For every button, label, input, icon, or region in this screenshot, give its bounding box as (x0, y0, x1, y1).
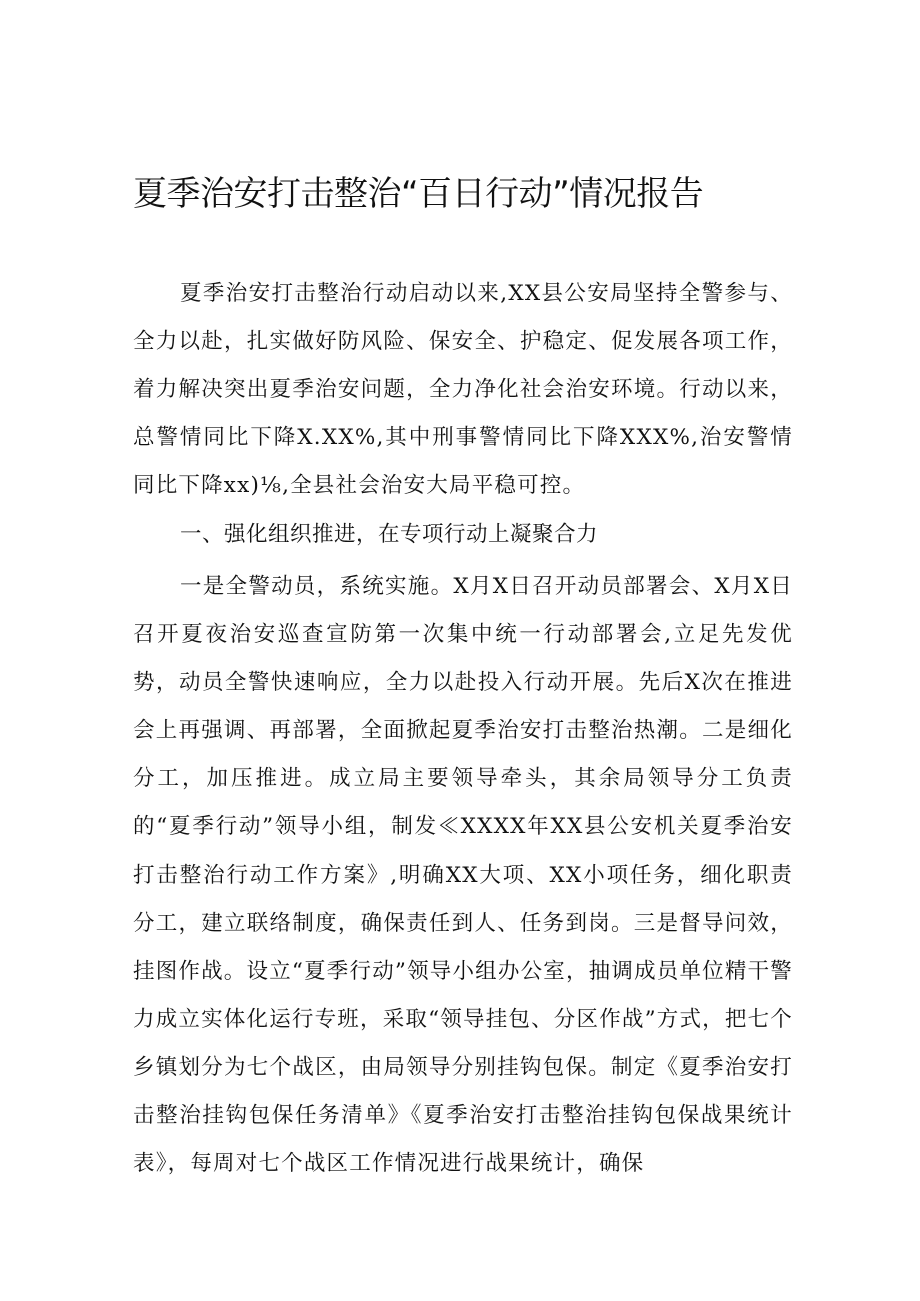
document-title: 夏季治安打击整治“百日行动”情况报告 (133, 174, 704, 214)
section-heading: 一、强化组织推进，在专项行动上凝聚合力 (180, 522, 599, 547)
intro-paragraph: 夏季治安打击整治行动启动以来,XX县公安局坚持全警参与、全力以赴，扎实做好防风险、保安全、护稳定、促发展各项工作，着力解决突出夏季治安问题，全力净化社会治安环境。行动以来，总警情同比下降X.XX%,其中刑事警情同比下降XXX%,治安警情同比下降xx)⅛,全县社会治安大局平稳可控。 (133, 281, 793, 499)
section-paragraph: 一是全警动员，系统实施。X月X日召开动员部署会、X月X日召开夏夜治安巡查宣防第一次集中统一行动部署会,立足先发优势，动员全警快速响应，全力以赴投入行动开展。先后X次在推进会上再强调、再部署，全面掀起夏季治安打击整治热潮。二是细化分工，加压推进。成立局主要领导牵头，其余局领导分工负责的“夏季行动”领导小组，制发≪XXXX年XX县公安机关夏季治安打击整治行动工作方案》,明确XX大项、XX小项任务，细化职责分工，建立联络制度，确保责任到人、任务到岗。三是督导问效，挂图作战。设立“夏季行动”领导小组办公室，抽调成员单位精干警力成立实体化运行专班，采取“领导挂包、分区作战”方式，把七个乡镇划分为七个战区，由局领导分别挂钩包保。制定《夏季治安打击整治挂钩包保任务清单》《夏季治安打击整治挂钩包保战果统计表》，每周对七个战区工作情况进行战果统计，确保 (133, 574, 793, 1177)
